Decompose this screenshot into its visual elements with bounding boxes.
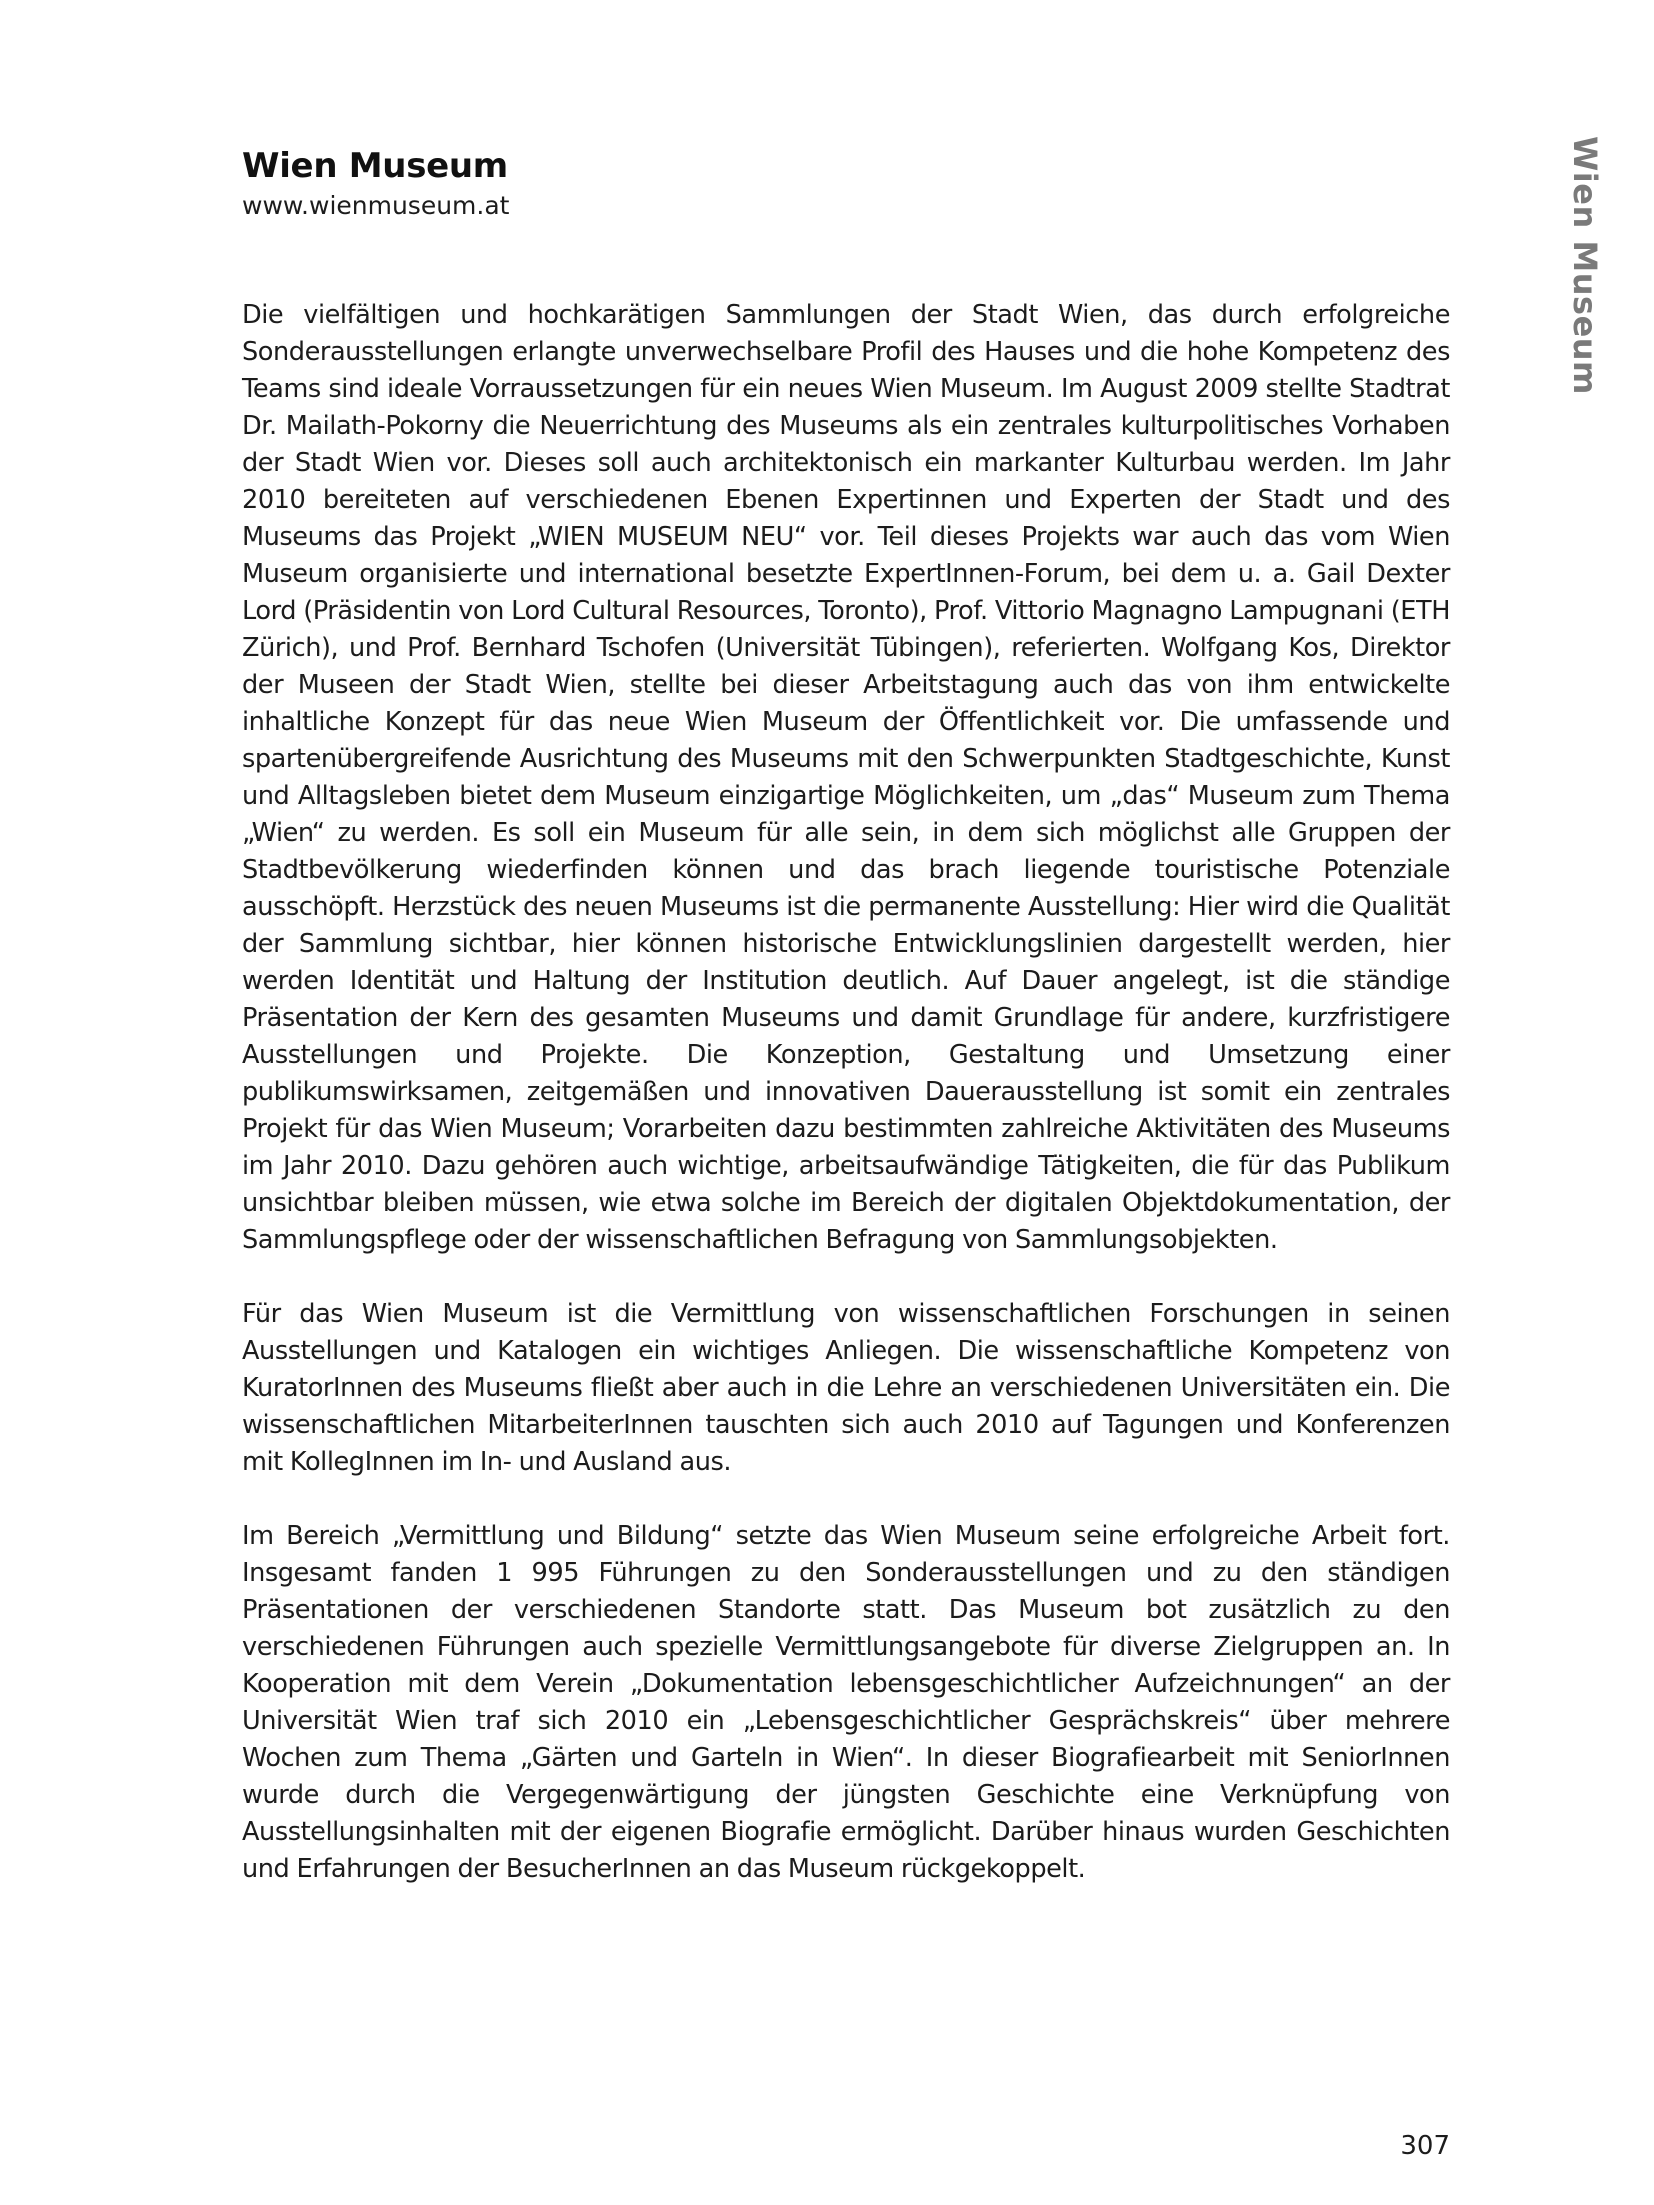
- body-text: [242, 297, 1450, 1925]
- paragraph: Für das Wien Museum ist die Vermittlung von wissenschaftlichen Forschungen in seinen Ausstellungen und Katalogen ein wichtiges Anliegen. Die wissenschaftliche Kompetenz von KuratorInnen des Museums fließt aber auch in die Lehre an verschiedenen Universitäten ein. Die wissenschaftlichen MitarbeiterInnen tauschten sich auch 2010 auf Tagungen und Konferenzen mit KollegInnen im In- und Ausland aus.: [242, 1299, 1450, 1477]
- paragraph: Im Bereich „Vermittlung und Bildung“ setzte das Wien Museum seine erfolgreiche Arbeit fort. Insgesamt fanden 1 995 Führungen zu den Sonderausstellungen und zu den ständigen Präsentationen der verschiedenen Standorte statt. Das Museum bot zusätzlich zu den verschiedenen Führungen auch spezielle Vermittlungsangebote für diverse Zielgruppen an. In Kooperation mit dem Verein „Dokumentation lebensgeschichtlicher Aufzeichnungen“ an der Universität Wien traf sich 2010 ein „Lebensgeschichtlicher Gesprächskreis“ über mehrere Wochen zum Thema „Gärten und Garteln in Wien“. In dieser Biografiearbeit mit SeniorInnen wurde durch die Vergegenwärtigung der jüngsten Geschichte eine Verknüpfung von Ausstellungsinhalten mit der eigenen Biografie ermöglicht. Darüber hinaus wurden Geschichten und Erfahrungen der BesucherInnen an das Museum rückgekoppelt.: [242, 1521, 1450, 1884]
- page-title: Wien Museum: [242, 146, 508, 186]
- side-tab-label: Wien Museum: [1566, 136, 1604, 395]
- website-url: www.wienmuseum.at: [242, 191, 510, 220]
- page-number: 307: [1400, 2131, 1450, 2161]
- side-tab: [1565, 136, 1605, 395]
- paragraph: Die vielfältigen und hochkarätigen Sammlungen der Stadt Wien, das durch erfolgreiche Sonderausstellungen erlangte unverwechselbare Profil des Hauses und die hohe Kompetenz des Teams sind ideale Vorraussetzungen für ein neues Wien Museum. Im August 2009 stellte Stadtrat Dr. Mailath-Pokorny die Neuerrichtung des Museums als ein zentrales kulturpolitisches Vorhaben der Stadt Wien vor. Dieses soll auch architektonisch ein markanter Kulturbau werden. Im Jahr 2010 bereiteten auf verschiedenen Ebenen Expertinnen und Experten der Stadt und des Museums das Projekt „WIEN MUSEUM NEU“ vor. Teil dieses Projekts war auch das vom Wien Museum organisierte und international besetzte ExpertInnen-Forum, bei dem u. a. Gail Dexter Lord (Präsidentin von Lord Cultural Resources, Toronto), Prof. Vittorio Magnagno Lampugnani (ETH Zürich), und Prof. Bernhard Tschofen (Universität Tübingen), referierten. Wolfgang Kos, Direktor der Museen der Stadt Wien, stellte bei dieser Arbeitstagung auch das von ihm entwickelte inhaltliche Konzept für das neue Wien Museum der Öffentlichkeit vor. Die umfassende und spartenübergreifende Ausrichtung des Museums mit den Schwerpunkten Stadtgeschichte, Kunst und Alltagsleben bietet dem Museum einzigartige Möglichkeiten, um „das“ Museum zum Thema „Wien“ zu werden. Es soll ein Museum für alle sein, in dem sich möglichst alle Gruppen der Stadtbevölkerung wiederfinden können und das brach liegende touristische Potenziale ausschöpft. Herzstück des neuen Museums ist die permanente Ausstellung: Hier wird die Qualität der Sammlung sichtbar, hier können historische Entwicklungslinien dargestellt werden, hier werden Identität und Haltung der Institution deutlich. Auf Dauer angelegt, ist die ständige Präsentation der Kern des gesamten Museums und damit Grundlage für andere, kurzfristigere Ausstellungen und Projekte. Die Konzeption, Gestaltung und Umsetzung einer publikumswirksamen, zeitgemäßen und innovativen Dauerausstellung ist somit ein zentrales Projekt für das Wien Museum; Vorarbeiten dazu bestimmten zahlreiche Aktivitäten des Museums im Jahr 2010. Dazu gehören auch wichtige, arbeitsaufwändige Tätigkeiten, die für das Publikum unsichtbar bleiben müssen, wie etwa solche im Bereich der digitalen Objektdokumentation, der Sammlungspflege oder der wissenschaftlichen Befragung von Sammlungsobjekten.: [242, 300, 1450, 1255]
